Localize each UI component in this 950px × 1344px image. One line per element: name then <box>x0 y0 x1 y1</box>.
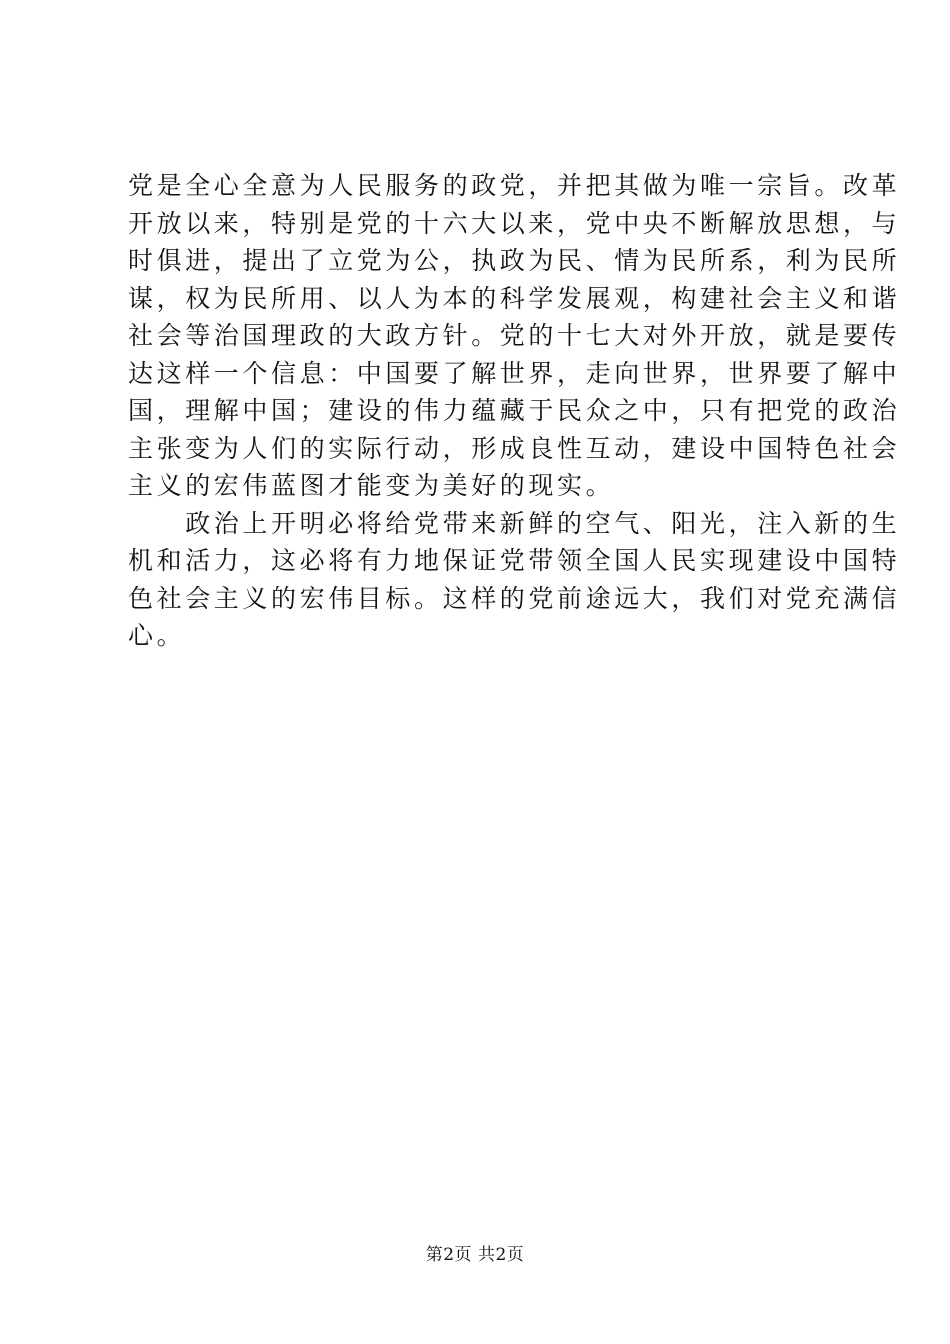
page-number-label: 第2页 共2页 <box>425 1245 525 1265</box>
text-line: 社会等治国理政的大政方针。党的十七大对外开放，就是要传 <box>128 321 901 350</box>
text-line: 色社会主义的宏伟目标。这样的党前途远大，我们对党充满信 <box>128 583 901 613</box>
text-line: 机和活力，这必将有力地保证党带领全国人民实现建设中国特 <box>128 546 901 575</box>
page-footer <box>0 1240 950 1265</box>
text-line: 主义的宏伟蓝图才能变为美好的现实。 <box>128 471 615 500</box>
text-line: 政治上开明必将给党带来新鲜的空气、阳光，注入新的生 <box>128 508 901 538</box>
text-line: 国，理解中国；建设的伟力蕴藏于民众之中，只有把党的政治 <box>128 396 901 425</box>
text-line: 谋，权为民所用、以人为本的科学发展观，构建社会主义和谐 <box>128 283 901 313</box>
text-line: 党是全心全意为人民服务的政党，并把其做为唯一宗旨。改革 <box>128 171 901 200</box>
text-line: 时俱进，提出了立党为公，执政为民、情为民所系，利为民所 <box>128 246 901 275</box>
text-line: 主张变为人们的实际行动，形成良性互动，建设中国特色社会 <box>128 433 901 463</box>
text-line: 心。 <box>128 621 186 650</box>
body-text <box>128 167 901 655</box>
text-line: 开放以来，特别是党的十六大以来，党中央不断解放思想，与 <box>128 208 901 238</box>
text-line: 达这样一个信息：中国要了解世界，走向世界，世界要了解中 <box>128 358 901 388</box>
